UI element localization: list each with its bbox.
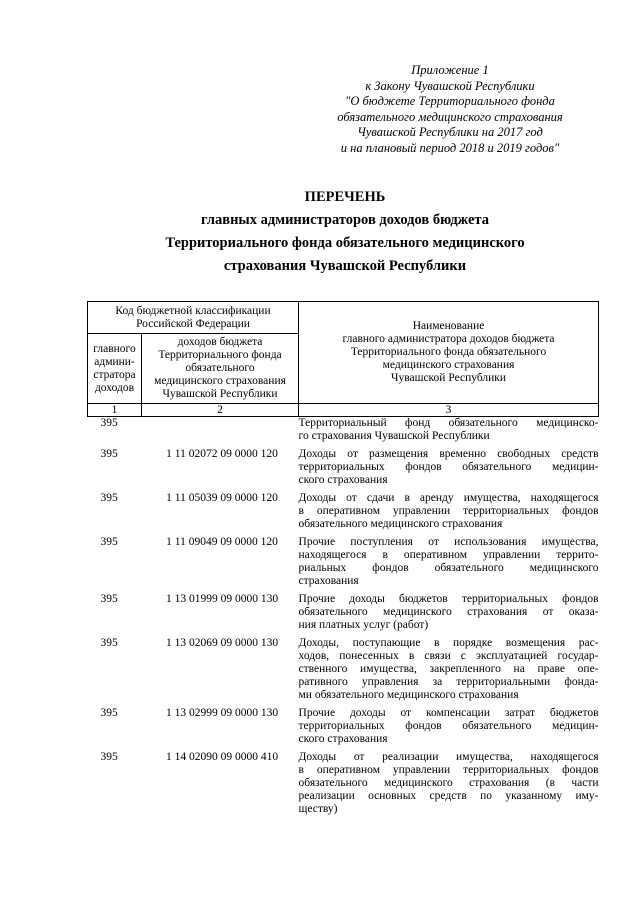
header-main-admin (88, 334, 142, 404)
appendix-note (300, 63, 600, 156)
header-text: медицинского страхования (154, 375, 286, 387)
name-line: страхования (298, 575, 359, 587)
header-text: медицинского страхования (382, 359, 515, 371)
table-body (88, 417, 599, 817)
appendix-line: к Закону Чувашской Республики (365, 78, 535, 93)
admin-name-cell (299, 751, 599, 816)
admin-code-cell: 395 (100, 593, 118, 605)
revenue-administrators-table (87, 301, 599, 816)
header-text: стратора (93, 368, 136, 381)
column-number-2: 2 (142, 404, 299, 417)
admin-name-cell (299, 536, 599, 588)
name-line: ского страхования (298, 474, 388, 486)
revenue-code-cell: 1 13 02069 09 0000 130 (165, 637, 279, 649)
admin-code-cell: 395 (100, 448, 118, 460)
name-line: Доходы от размещения временно свободных средств (298, 448, 599, 460)
admin-name-cell (299, 637, 599, 702)
appendix-line: Чувашской Республики на 2017 год (357, 125, 543, 139)
header-text: Чувашской Республики (162, 388, 278, 400)
name-line: в оперативном управлении территориальных фондов (298, 764, 599, 776)
name-line: ративного управления за территориальными фонда- (298, 676, 599, 688)
revenue-code-cell: 1 13 01999 09 0000 130 (165, 593, 279, 605)
name-line: территориальных фондов обязательного медицин- (298, 720, 599, 732)
table-row (88, 417, 599, 444)
revenue-code-cell: 1 11 05039 09 0000 120 (166, 492, 278, 504)
document-title (60, 186, 630, 278)
header-text: Наименование (412, 320, 485, 332)
appendix-line: Приложение 1 (411, 63, 489, 77)
table-row (88, 707, 599, 746)
admin-code-cell: 395 (100, 536, 118, 548)
header-revenue-code (142, 334, 299, 404)
table-row (88, 492, 599, 531)
name-line: Прочие доходы от компенсации затрат бюджетов (298, 707, 599, 719)
name-line: риальных фондов обязательного медицинского (298, 562, 599, 574)
table-row (88, 593, 599, 632)
revenue-code-cell: 1 13 02999 09 0000 130 (165, 707, 279, 719)
header-text: Территориального фонда обязательного (350, 346, 547, 358)
name-line: обязательного медицинского страхования (в части (298, 777, 599, 789)
appendix-line: обязательного медицинского страхования (337, 109, 563, 124)
header-text: Территориального фонда (158, 349, 282, 361)
revenue-code-cell: 1 11 09049 09 0000 120 (166, 536, 278, 548)
admin-name-cell (299, 593, 599, 632)
header-text: Чувашской Республики (390, 372, 507, 384)
name-line: ходов, понесенных в связи с эксплуатацией государ- (298, 650, 599, 662)
table-row (88, 637, 599, 702)
name-line: реализации основных средств по указанному иму- (298, 790, 599, 802)
name-line: го страхования Чувашской Республики (298, 430, 490, 442)
table-row (88, 536, 599, 588)
name-line: Прочие поступления от использования имущества, (298, 536, 599, 548)
name-line: обязательного медицинского страхования (298, 518, 503, 530)
name-line: обязательного медицинского страхования от оказа- (298, 606, 599, 618)
name-line: Территориальный фонд обязательного медицинско- (298, 417, 599, 429)
name-line: ского страхования (298, 733, 388, 745)
admin-code-cell: 395 (100, 751, 118, 763)
table-row (88, 751, 599, 816)
title-line: страхования Чувашской Республики (223, 258, 467, 274)
name-line: Прочие доходы бюджетов территориальных фондов (298, 593, 599, 605)
header-text: доходов (94, 381, 135, 394)
name-line: Доходы, поступающие в порядке возмещения рас- (298, 637, 599, 649)
column-number-3: 3 (299, 404, 599, 417)
name-line: ществу) (298, 803, 338, 815)
name-line: территориальных фондов обязательного медицин- (298, 461, 599, 473)
name-line: в оперативном управлении территориальных фондов (298, 505, 599, 517)
name-line: Доходы от сдачи в аренду имущества, находящегося (298, 492, 599, 504)
title-line: ПЕРЕЧЕНЬ (304, 189, 386, 205)
admin-name-cell (299, 707, 599, 746)
admin-name-cell (299, 492, 599, 531)
admin-code-cell: 395 (100, 707, 118, 719)
header-text: обязательного (185, 362, 255, 374)
name-line: ми обязательного медицинского страхования (298, 689, 519, 701)
table-row (88, 448, 599, 487)
appendix-line: "О бюджете Территориального фонда (345, 94, 555, 108)
admin-code-cell: 395 (100, 637, 118, 649)
header-text: Российской Федерации (136, 318, 250, 330)
revenue-code-cell: 1 11 02072 09 0000 120 (166, 448, 278, 460)
name-line: ственного имущества, закрепленного на праве опе- (298, 663, 599, 675)
header-admin-name (299, 302, 599, 404)
column-number-1: 1 (88, 404, 142, 417)
admin-code-cell: 395 (100, 417, 118, 429)
admin-name-cell (299, 448, 599, 487)
revenue-code-cell: 1 14 02090 09 0000 410 (165, 751, 279, 763)
title-line: Территориального фонда обязательного медицинского (165, 235, 525, 251)
admin-name-cell (299, 417, 599, 444)
header-text: главного администратора доходов бюджета (342, 333, 555, 345)
header-text: главного (93, 342, 136, 355)
appendix-line: и на плановый период 2018 и 2019 годов" (340, 140, 560, 155)
revenue-code-cell (142, 417, 299, 444)
header-budget-code (88, 302, 299, 334)
name-line: Доходы от реализации имущества, находящегося (298, 751, 599, 763)
header-text: доходов бюджета (177, 336, 263, 348)
name-line: находящегося в оперативном управлении террито- (298, 549, 599, 561)
name-line: ния платных услуг (работ) (298, 619, 429, 631)
header-text: Код бюджетной классификации (115, 305, 271, 317)
header-text: админи- (94, 355, 135, 368)
title-line: главных администраторов доходов бюджета (201, 212, 489, 228)
admin-code-cell: 395 (100, 492, 118, 504)
